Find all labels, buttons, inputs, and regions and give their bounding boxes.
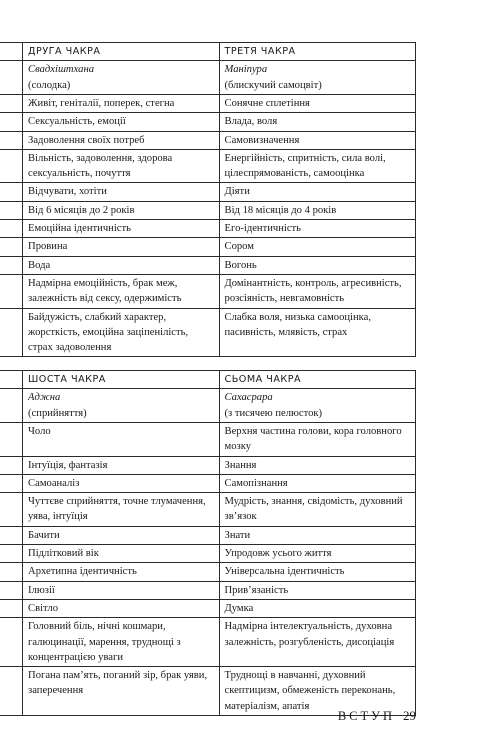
- sanskrit-name: Маніпура: [224, 64, 268, 75]
- table-cell: Его-ідентичність: [219, 220, 415, 238]
- table-cell: Надмірна інтелектуальність, духовна залежність, розгубленість, дисоціація: [219, 618, 415, 667]
- table-header-row: [0, 43, 416, 61]
- column-header: ШОСТА ЧАКРА: [23, 371, 219, 389]
- table-cell: Самовизначення: [219, 131, 415, 149]
- table-cell: Верхня частина голови, кора головного мозку: [219, 423, 415, 457]
- table-cell: Чоло: [23, 423, 219, 457]
- table-row: [0, 113, 416, 131]
- table-cell: Самоаналіз: [23, 474, 219, 492]
- table-cell: Ілюзії: [23, 581, 219, 599]
- table-cell: Самопізнання: [219, 474, 415, 492]
- table-row: [0, 274, 416, 308]
- table-row: [0, 493, 416, 527]
- name-meaning: (блискучий самоцвіт): [224, 79, 322, 91]
- table-cell: Живіт, геніталії, поперек, стегна: [23, 95, 219, 113]
- table-cell: Від 6 місяців до 2 років: [23, 201, 219, 219]
- table-cell: Енергійність, спритність, сила волі, цілеспрямованість, самооцінка: [219, 149, 415, 183]
- table-row: [0, 183, 416, 201]
- sanskrit-name: Аджна: [28, 392, 61, 403]
- table-cell: Знати: [219, 526, 415, 544]
- table-cell: Світло: [23, 599, 219, 617]
- table-row: [0, 95, 416, 113]
- table-cell: Чуттєве сприйняття, точне тлумачення, уява, інтуїція: [23, 493, 219, 527]
- table-cell: Універсальна ідентичність: [219, 563, 415, 581]
- table-cell: Думка: [219, 599, 415, 617]
- table-row: [0, 423, 416, 457]
- table-cell: Сонячне сплетіння: [219, 95, 415, 113]
- table-cell: Задоволення своїх потреб: [23, 131, 219, 149]
- table-cell: Інтуїція, фантазія: [23, 456, 219, 474]
- table-row: [0, 131, 416, 149]
- column-header: СЬОМА ЧАКРА: [219, 371, 415, 389]
- chakra-name-cell: [219, 61, 415, 95]
- table-cell: Слабка воля, низька самооцінка, пасивність, млявість, страх: [219, 308, 415, 357]
- table-cell: Від 18 місяців до 4 років: [219, 201, 415, 219]
- name-meaning: (з тисячею пелюсток): [224, 407, 323, 419]
- table-cell: Провина: [23, 238, 219, 256]
- table-cell: Упродовж усього життя: [219, 545, 415, 563]
- table-cell: Вогонь: [219, 256, 415, 274]
- table-row: [0, 545, 416, 563]
- sanskrit-name: Сахасрара: [224, 392, 273, 403]
- chakra-name-cell: [23, 389, 219, 423]
- table-row: [0, 256, 416, 274]
- table-cell: Прив’язаність: [219, 581, 415, 599]
- running-header-section: ВСТУП: [337, 709, 395, 723]
- table-cell: Мудрість, знання, свідомість, духовний зв’язок: [219, 493, 415, 527]
- table-row: [0, 220, 416, 238]
- page-footer: [338, 708, 416, 724]
- table-cell: Влада, воля: [219, 113, 415, 131]
- table-row: [0, 308, 416, 357]
- table-row: [0, 581, 416, 599]
- table-header-row: [0, 371, 416, 389]
- table-row: [0, 618, 416, 667]
- sanskrit-name: Свадхіштхана: [28, 64, 94, 75]
- table-row: [0, 201, 416, 219]
- chakra-table-2-3: [0, 42, 416, 357]
- table-cell: Відчувати, хотіти: [23, 183, 219, 201]
- table-cell: Діяти: [219, 183, 415, 201]
- table-row: [0, 389, 416, 423]
- table-cell: Головний біль, нічні кошмари, галюцинації, марення, труднощі з концентрацією уваги: [23, 618, 219, 667]
- table-cell: Труднощі в навчанні, духовний скептицизм, обмеженість переконань, матеріалізм, апатія: [219, 667, 415, 716]
- table-row: [0, 599, 416, 617]
- table-cell: Бачити: [23, 526, 219, 544]
- table-row: [0, 61, 416, 95]
- table-cell: Підлітковий вік: [23, 545, 219, 563]
- table-cell: Знання: [219, 456, 415, 474]
- name-meaning: (солодка): [28, 79, 71, 91]
- table-row: [0, 456, 416, 474]
- page-number: 29: [403, 708, 416, 723]
- chakra-table-6-7: [0, 370, 416, 716]
- table-cell: Емоційна ідентичність: [23, 220, 219, 238]
- table-cell: Байдужість, слабкий характер, жорсткість, емоційна заціпенілість, страх задоволення: [23, 308, 219, 357]
- table-cell: Надмірна емоційність, брак меж, залежність від сексу, одержимість: [23, 274, 219, 308]
- table-cell: Погана пам’ять, поганий зір, брак уяви, заперечення: [23, 667, 219, 716]
- table-cell: Сором: [219, 238, 415, 256]
- table-cell: Домінантність, контроль, агресивність, розсіяність, невгамовність: [219, 274, 415, 308]
- chakra-name-cell: [23, 61, 219, 95]
- table-row: [0, 563, 416, 581]
- table-row: [0, 149, 416, 183]
- name-meaning: (сприйняття): [28, 407, 87, 419]
- table-row: [0, 526, 416, 544]
- chakra-name-cell: [219, 389, 415, 423]
- column-header: ДРУГА ЧАКРА: [23, 43, 219, 61]
- table-row: [0, 474, 416, 492]
- table-cell: Вода: [23, 256, 219, 274]
- table-row: [0, 238, 416, 256]
- table-cell: Архетипна ідентичність: [23, 563, 219, 581]
- column-header: ТРЕТЯ ЧАКРА: [219, 43, 415, 61]
- table-cell: Вільність, задоволення, здорова сексуальність, почуття: [23, 149, 219, 183]
- table-cell: Сексуальність, емоції: [23, 113, 219, 131]
